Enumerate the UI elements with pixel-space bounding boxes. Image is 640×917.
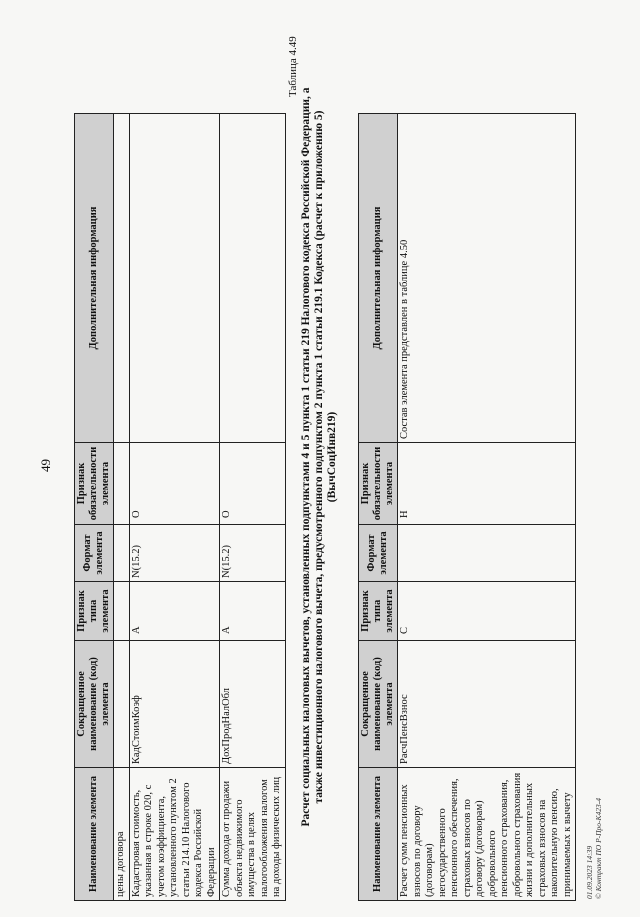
cell-format: N(15.2) <box>129 525 220 582</box>
page-number: 49 <box>38 459 53 472</box>
table-4-49 <box>358 113 576 901</box>
cell-name: цены договора <box>114 768 130 901</box>
cell-type: А <box>220 582 286 641</box>
cell-type: А <box>129 582 220 641</box>
cell-type <box>114 582 130 641</box>
cell-required <box>114 443 130 525</box>
cell-format: N(15.2) <box>220 525 286 582</box>
cell-code: РасчПенсВзнос <box>398 641 576 768</box>
header-element-required: Признак обязательности элемента <box>359 443 398 525</box>
header-element-type: Признак типа элемента <box>75 582 114 641</box>
cell-required: Н <box>398 443 576 525</box>
table-title: Расчет социальных налоговых вычетов, установленных подпунктами 4 и 5 пункта 1 статьи 219 Налогового кодекса Российской Федерации, а также инвестиционного налогового вычета, предусмотренного подпунктом 2 пункта 1 статьи 219.1 Кодекса (расчет к приложению 5) (ВычСоцИнв219) <box>300 87 338 827</box>
cell-name: Сумма дохода от продажи объекта недвижимого имущества в целях налогообложения налогом на доходы физических лиц <box>220 768 286 901</box>
table-header-row <box>359 114 398 901</box>
table-header-row <box>75 114 114 901</box>
cell-name: Кадастровая стоимость, указанная в строке 020, с учетом коэффициента, установленного пунктом 2 статьи 214.10 Налогового кодекса Российской Федерации <box>129 768 220 901</box>
header-element-code: Сокращенное наименование (код) элемента <box>75 641 114 768</box>
header-element-type: Признак типа элемента <box>359 582 398 641</box>
table-4-48-continued <box>74 113 286 901</box>
cell-required: О <box>129 443 220 525</box>
cell-info <box>114 114 130 443</box>
header-additional-info: Дополнительная информация <box>75 114 114 443</box>
header-element-required: Признак обязательности элемента <box>75 443 114 525</box>
header-element-code: Сокращенное наименование (код) элемента <box>359 641 398 768</box>
header-additional-info: Дополнительная информация <box>359 114 398 443</box>
footer-source: © Контракт ПО Р-Про-К423-4 <box>594 797 603 899</box>
cell-code <box>114 641 130 768</box>
cell-format <box>114 525 130 582</box>
table-row <box>220 114 286 901</box>
header-element-format: Формат элемента <box>359 525 398 582</box>
table-label: Таблица 4.49 <box>287 36 299 97</box>
header-element-name: Наименование элемента <box>359 768 398 901</box>
cell-code: КадСтоимКоэф <box>129 641 220 768</box>
footer-stamp <box>585 749 603 899</box>
header-element-format: Формат элемента <box>75 525 114 582</box>
cell-info: Состав элемента представлен в таблице 4.50 <box>398 114 576 443</box>
cell-code: ДохПродНалОбл <box>220 641 286 768</box>
header-element-name: Наименование элемента <box>75 768 114 901</box>
table-row <box>398 114 576 901</box>
table-row <box>114 114 130 901</box>
cell-format <box>398 525 576 582</box>
cell-type: С <box>398 582 576 641</box>
cell-required: О <box>220 443 286 525</box>
table-row <box>129 114 220 901</box>
cell-name: Расчет сумм пенсионных взносов по договору (договорам) негосударственного пенсионного обеспечения, страховых взносов по договору (договорам) добровольного пенсионного страхования, добровольного страхования жизни и дополнительных страховых взносов на накопительную пенсию, принимаемых к вычету <box>398 768 576 901</box>
cell-info <box>220 114 286 443</box>
cell-info <box>129 114 220 443</box>
footer-date: 01.09.2023 14:39 <box>585 845 594 899</box>
